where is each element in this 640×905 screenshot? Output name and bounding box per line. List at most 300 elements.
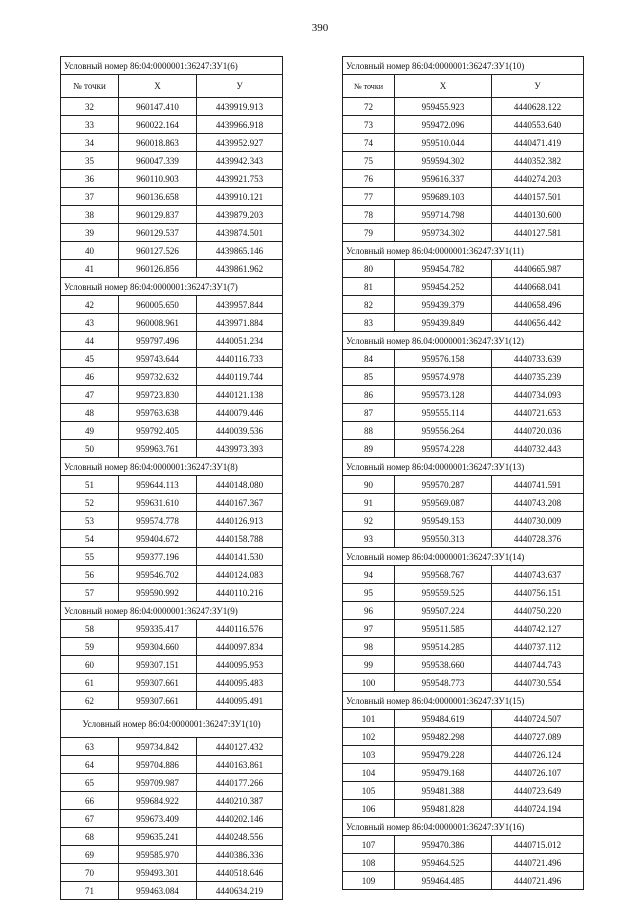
point-number-cell: 54 [61, 530, 119, 548]
point-number-cell: 40 [61, 242, 119, 260]
table-row [61, 404, 283, 422]
x-cell: 959763.638 [119, 404, 197, 422]
point-number-cell: 87 [343, 404, 395, 422]
y-cell: 4440148.080 [197, 476, 283, 494]
y-header: У [197, 75, 283, 98]
x-cell: 959574.978 [395, 368, 492, 386]
point-number-cell: 42 [61, 296, 119, 314]
table-row [343, 152, 584, 170]
table-row [343, 224, 584, 242]
table-row [61, 134, 283, 152]
section-title-row [343, 458, 584, 476]
table-row [343, 116, 584, 134]
y-cell: 4440110.216 [197, 584, 283, 602]
point-number-cell: 84 [343, 350, 395, 368]
table-row [61, 512, 283, 530]
y-cell: 4440750.220 [492, 602, 584, 620]
table-row [61, 792, 283, 810]
table-row [61, 548, 283, 566]
y-cell: 4440097.834 [197, 638, 283, 656]
point-number-cell: 81 [343, 278, 395, 296]
y-cell: 4440210.387 [197, 792, 283, 810]
point-number-cell: 107 [343, 836, 395, 854]
y-cell: 4440157.501 [492, 188, 584, 206]
point-number-cell: 38 [61, 206, 119, 224]
x-cell: 960129.537 [119, 224, 197, 242]
y-cell: 4440202.146 [197, 810, 283, 828]
table-row [343, 530, 584, 548]
section-title: Условный номер 86:04:0000001:36247:ЗУ1(13) [343, 458, 584, 476]
x-cell: 959723.830 [119, 386, 197, 404]
point-number-cell: 59 [61, 638, 119, 656]
point-number-cell: 79 [343, 224, 395, 242]
x-cell: 959734.302 [395, 224, 492, 242]
x-cell: 959792.405 [119, 422, 197, 440]
y-cell: 4440518.646 [197, 864, 283, 882]
section-title: Условный номер 86:04:0000001:36247:ЗУ1(10) [61, 710, 283, 738]
section-title: Условный номер 86:04:0000001:36247:ЗУ1(7) [61, 278, 283, 296]
table-row [343, 656, 584, 674]
section-title-row [61, 278, 283, 296]
table-row [343, 476, 584, 494]
coordinates-table-right [342, 56, 584, 890]
point-number-cell: 53 [61, 512, 119, 530]
x-cell: 959439.849 [395, 314, 492, 332]
x-cell: 959569.087 [395, 494, 492, 512]
y-cell: 4440720.036 [492, 422, 584, 440]
table-row [343, 404, 584, 422]
y-cell: 4440386.336 [197, 846, 283, 864]
table-row [343, 440, 584, 458]
table-row [343, 674, 584, 692]
point-number-cell: 83 [343, 314, 395, 332]
point-number-cell: 73 [343, 116, 395, 134]
table-row [61, 350, 283, 368]
point-number-cell: 55 [61, 548, 119, 566]
table-row [343, 512, 584, 530]
point-number-cell: 92 [343, 512, 395, 530]
table-row [61, 692, 283, 710]
point-number-cell: 61 [61, 674, 119, 692]
x-cell: 959511.585 [395, 620, 492, 638]
table-row [343, 368, 584, 386]
x-cell: 959568.767 [395, 566, 492, 584]
y-cell: 4440163.861 [197, 756, 283, 774]
table-row [61, 206, 283, 224]
point-number-cell: 103 [343, 746, 395, 764]
x-cell: 959635.241 [119, 828, 197, 846]
y-cell: 4439966.918 [197, 116, 283, 134]
point-number-cell: 51 [61, 476, 119, 494]
x-cell: 959507.224 [395, 602, 492, 620]
y-cell: 4440730.009 [492, 512, 584, 530]
x-cell: 960147.410 [119, 98, 197, 116]
table-row [61, 656, 283, 674]
table-row [61, 774, 283, 792]
x-cell: 959463.084 [119, 882, 197, 900]
table-row [343, 206, 584, 224]
x-cell: 959455.923 [395, 98, 492, 116]
x-cell: 959484.619 [395, 710, 492, 728]
table-row [61, 188, 283, 206]
point-number-cell: 93 [343, 530, 395, 548]
y-cell: 4440634.219 [197, 882, 283, 900]
section-title-row [343, 818, 584, 836]
y-cell: 4439952.927 [197, 134, 283, 152]
y-cell: 4439942.343 [197, 152, 283, 170]
y-cell: 4440730.554 [492, 674, 584, 692]
x-cell: 959550.313 [395, 530, 492, 548]
x-cell: 959454.252 [395, 278, 492, 296]
y-cell: 4440665.987 [492, 260, 584, 278]
table-row [61, 566, 283, 584]
table-row [343, 296, 584, 314]
x-cell: 960126.856 [119, 260, 197, 278]
y-cell: 4440756.151 [492, 584, 584, 602]
table-row [61, 530, 283, 548]
table-row [343, 782, 584, 800]
y-cell: 4440724.507 [492, 710, 584, 728]
section-title-row [343, 692, 584, 710]
y-cell: 4440553.640 [492, 116, 584, 134]
y-cell: 4440095.953 [197, 656, 283, 674]
x-cell: 959574.228 [395, 440, 492, 458]
table-row [343, 602, 584, 620]
x-cell: 959644.113 [119, 476, 197, 494]
x-cell: 959464.485 [395, 872, 492, 890]
point-number-cell: 43 [61, 314, 119, 332]
point-number-cell: 101 [343, 710, 395, 728]
point-number-cell: 52 [61, 494, 119, 512]
section-title: Условный номер 86.04:0000001:36247:ЗУ1(12) [343, 332, 584, 350]
x-cell: 960018.863 [119, 134, 197, 152]
x-cell: 959590.992 [119, 584, 197, 602]
x-cell: 959734.842 [119, 738, 197, 756]
y-cell: 4440734.093 [492, 386, 584, 404]
point-number-cell: 95 [343, 584, 395, 602]
y-cell: 4440124.083 [197, 566, 283, 584]
x-cell: 959549.153 [395, 512, 492, 530]
table-row [61, 756, 283, 774]
point-number-cell: 75 [343, 152, 395, 170]
y-cell: 4440352.382 [492, 152, 584, 170]
x-cell: 959546.702 [119, 566, 197, 584]
x-cell: 959732.632 [119, 368, 197, 386]
x-cell: 959714.798 [395, 206, 492, 224]
x-cell: 959570.287 [395, 476, 492, 494]
point-number-cell: 58 [61, 620, 119, 638]
point-number-cell: 64 [61, 756, 119, 774]
section-title-row [343, 57, 584, 75]
point-number-cell: 100 [343, 674, 395, 692]
x-cell: 959482.298 [395, 728, 492, 746]
point-number-cell: 63 [61, 738, 119, 756]
x-cell: 959574.778 [119, 512, 197, 530]
point-number-cell: 41 [61, 260, 119, 278]
point-number-cell: 77 [343, 188, 395, 206]
y-cell: 4439971.884 [197, 314, 283, 332]
x-cell: 960022.164 [119, 116, 197, 134]
table-row [61, 638, 283, 656]
table-row [61, 98, 283, 116]
y-cell: 4440721.496 [492, 854, 584, 872]
point-number-cell: 36 [61, 170, 119, 188]
point-number-cell: 99 [343, 656, 395, 674]
table-row [343, 386, 584, 404]
y-cell: 4439861.962 [197, 260, 283, 278]
y-cell: 4440743.208 [492, 494, 584, 512]
table-row [343, 746, 584, 764]
point-number-cell: 88 [343, 422, 395, 440]
x-cell: 959304.660 [119, 638, 197, 656]
table-row [61, 494, 283, 512]
table-row [343, 98, 584, 116]
x-cell: 959576.158 [395, 350, 492, 368]
x-cell: 959684.922 [119, 792, 197, 810]
y-cell: 4440274.203 [492, 170, 584, 188]
y-cell: 4440741.591 [492, 476, 584, 494]
table-row [61, 296, 283, 314]
table-row [343, 836, 584, 854]
y-cell: 4440723.649 [492, 782, 584, 800]
y-cell: 4440079.446 [197, 404, 283, 422]
point-number-cell: 68 [61, 828, 119, 846]
point-number-cell: 86 [343, 386, 395, 404]
point-number-cell: 56 [61, 566, 119, 584]
table-row [61, 152, 283, 170]
table-row [343, 494, 584, 512]
section-title: Условный номер 86:04:0000001:36247:ЗУ1(16) [343, 818, 584, 836]
point-number-cell: 44 [61, 332, 119, 350]
y-cell: 4440744.743 [492, 656, 584, 674]
x-cell: 959377.196 [119, 548, 197, 566]
x-cell: 959307.661 [119, 692, 197, 710]
table-row [343, 854, 584, 872]
x-cell: 959307.151 [119, 656, 197, 674]
point-number-cell: 96 [343, 602, 395, 620]
table-row [343, 638, 584, 656]
point-number-cell: 76 [343, 170, 395, 188]
point-number-cell: 49 [61, 422, 119, 440]
table-row [343, 566, 584, 584]
table-row [61, 810, 283, 828]
section-title: Условный номер 86:04:0000001:36247:ЗУ1(6) [61, 57, 283, 75]
point-number-cell: 60 [61, 656, 119, 674]
section-title: Условный номер 86:04:0000001:36247:ЗУ1(14) [343, 548, 584, 566]
y-cell: 4440130.600 [492, 206, 584, 224]
point-number-cell: 89 [343, 440, 395, 458]
table-row [343, 134, 584, 152]
x-cell: 960047.339 [119, 152, 197, 170]
x-cell: 959548.773 [395, 674, 492, 692]
point-number-cell: 32 [61, 98, 119, 116]
point-number-cell: 104 [343, 764, 395, 782]
y-cell: 4440126.913 [197, 512, 283, 530]
y-cell: 4440628.122 [492, 98, 584, 116]
section-title: Условный номер 86:04:0000001:36247:ЗУ1(10) [343, 57, 584, 75]
table-row [61, 846, 283, 864]
x-cell: 959472.096 [395, 116, 492, 134]
x-cell: 959743.644 [119, 350, 197, 368]
section-title: Условный номер 86:04:0000001:36247:ЗУ1(9) [61, 602, 283, 620]
y-cell: 4440177.266 [197, 774, 283, 792]
y-cell: 4440735.239 [492, 368, 584, 386]
point-number-cell: 80 [343, 260, 395, 278]
y-cell: 4439865.146 [197, 242, 283, 260]
y-cell: 4440728.376 [492, 530, 584, 548]
table-row [343, 314, 584, 332]
x-cell: 960005.650 [119, 296, 197, 314]
x-cell: 959454.782 [395, 260, 492, 278]
x-cell: 960110.903 [119, 170, 197, 188]
y-cell: 4440471.419 [492, 134, 584, 152]
y-cell: 4440733.639 [492, 350, 584, 368]
y-cell: 4440658.496 [492, 296, 584, 314]
table-row [61, 620, 283, 638]
table-row [343, 422, 584, 440]
x-cell: 959307.661 [119, 674, 197, 692]
table-row [61, 260, 283, 278]
point-number-cell: 35 [61, 152, 119, 170]
table-row [61, 738, 283, 756]
y-header: У [492, 75, 584, 98]
point-number-cell: 72 [343, 98, 395, 116]
y-cell: 4439957.844 [197, 296, 283, 314]
table-row [61, 386, 283, 404]
table-row [343, 728, 584, 746]
page-number: 390 [311, 22, 329, 34]
y-cell: 4440727.089 [492, 728, 584, 746]
table-row [61, 332, 283, 350]
x-cell: 959573.128 [395, 386, 492, 404]
x-cell: 960136.658 [119, 188, 197, 206]
section-title-row [61, 458, 283, 476]
point-number-cell: 66 [61, 792, 119, 810]
section-title: Условный номер 86:04:0000001:36247:ЗУ1(11) [343, 242, 584, 260]
point-number-cell: 102 [343, 728, 395, 746]
point-number-cell: 106 [343, 800, 395, 818]
x-header: X [119, 75, 197, 98]
point-number-cell: 45 [61, 350, 119, 368]
y-cell: 4439921.753 [197, 170, 283, 188]
x-cell: 959514.285 [395, 638, 492, 656]
point-number-cell: 109 [343, 872, 395, 890]
point-number-cell: 48 [61, 404, 119, 422]
point-number-cell: 108 [343, 854, 395, 872]
x-cell: 959963.761 [119, 440, 197, 458]
point-number-cell: 65 [61, 774, 119, 792]
x-cell: 959470.386 [395, 836, 492, 854]
point-number-cell: 33 [61, 116, 119, 134]
table-row [61, 368, 283, 386]
y-cell: 4439910.121 [197, 188, 283, 206]
x-cell: 959464.525 [395, 854, 492, 872]
x-cell: 959439.379 [395, 296, 492, 314]
x-header: X [395, 75, 492, 98]
y-cell: 4440721.496 [492, 872, 584, 890]
x-cell: 959631.610 [119, 494, 197, 512]
x-cell: 959555.114 [395, 404, 492, 422]
coordinates-table-left [60, 56, 283, 900]
table-row [61, 116, 283, 134]
section-title-row [61, 710, 283, 738]
y-cell: 4440167.367 [197, 494, 283, 512]
point-number-cell: 50 [61, 440, 119, 458]
point-number-cell: 57 [61, 584, 119, 602]
y-cell: 4440743.637 [492, 566, 584, 584]
point-number-cell: 82 [343, 296, 395, 314]
y-cell: 4440121.138 [197, 386, 283, 404]
table-row [61, 828, 283, 846]
point-number-cell: 71 [61, 882, 119, 900]
section-title-row [343, 332, 584, 350]
point-number-cell: 78 [343, 206, 395, 224]
x-cell: 959481.828 [395, 800, 492, 818]
point-number-cell: 37 [61, 188, 119, 206]
table-row [343, 710, 584, 728]
x-cell: 959704.886 [119, 756, 197, 774]
table-row [61, 476, 283, 494]
table-row [343, 170, 584, 188]
y-cell: 4440248.556 [197, 828, 283, 846]
table-row [61, 882, 283, 900]
y-cell: 4439973.393 [197, 440, 283, 458]
table-row [343, 188, 584, 206]
table-row [61, 674, 283, 692]
x-cell: 959479.228 [395, 746, 492, 764]
x-cell: 959493.301 [119, 864, 197, 882]
x-cell: 959709.987 [119, 774, 197, 792]
point-number-cell: 94 [343, 566, 395, 584]
table-row [343, 260, 584, 278]
x-cell: 960008.961 [119, 314, 197, 332]
table-row [61, 440, 283, 458]
section-title-row [343, 242, 584, 260]
point-number-cell: 74 [343, 134, 395, 152]
point-number-header: № точки [61, 75, 119, 98]
section-title-row [61, 57, 283, 75]
point-number-cell: 67 [61, 810, 119, 828]
y-cell: 4440724.194 [492, 800, 584, 818]
point-number-cell: 46 [61, 368, 119, 386]
x-cell: 959585.970 [119, 846, 197, 864]
table-row [343, 350, 584, 368]
point-number-cell: 62 [61, 692, 119, 710]
header-row [61, 75, 283, 98]
y-cell: 4440051.234 [197, 332, 283, 350]
point-number-cell: 34 [61, 134, 119, 152]
point-number-cell: 39 [61, 224, 119, 242]
table-row [343, 872, 584, 890]
table-row [61, 864, 283, 882]
y-cell: 4440127.432 [197, 738, 283, 756]
y-cell: 4440726.124 [492, 746, 584, 764]
y-cell: 4440141.530 [197, 548, 283, 566]
y-cell: 4439919.913 [197, 98, 283, 116]
x-cell: 959594.302 [395, 152, 492, 170]
y-cell: 4440039.536 [197, 422, 283, 440]
section-title: Условный номер 86:04:0000001:36247:ЗУ1(8) [61, 458, 283, 476]
point-number-cell: 90 [343, 476, 395, 494]
y-cell: 4440668.041 [492, 278, 584, 296]
y-cell: 4440127.581 [492, 224, 584, 242]
x-cell: 959335.417 [119, 620, 197, 638]
point-number-cell: 91 [343, 494, 395, 512]
table-row [61, 314, 283, 332]
table-row [343, 278, 584, 296]
point-number-cell: 69 [61, 846, 119, 864]
point-number-cell: 105 [343, 782, 395, 800]
